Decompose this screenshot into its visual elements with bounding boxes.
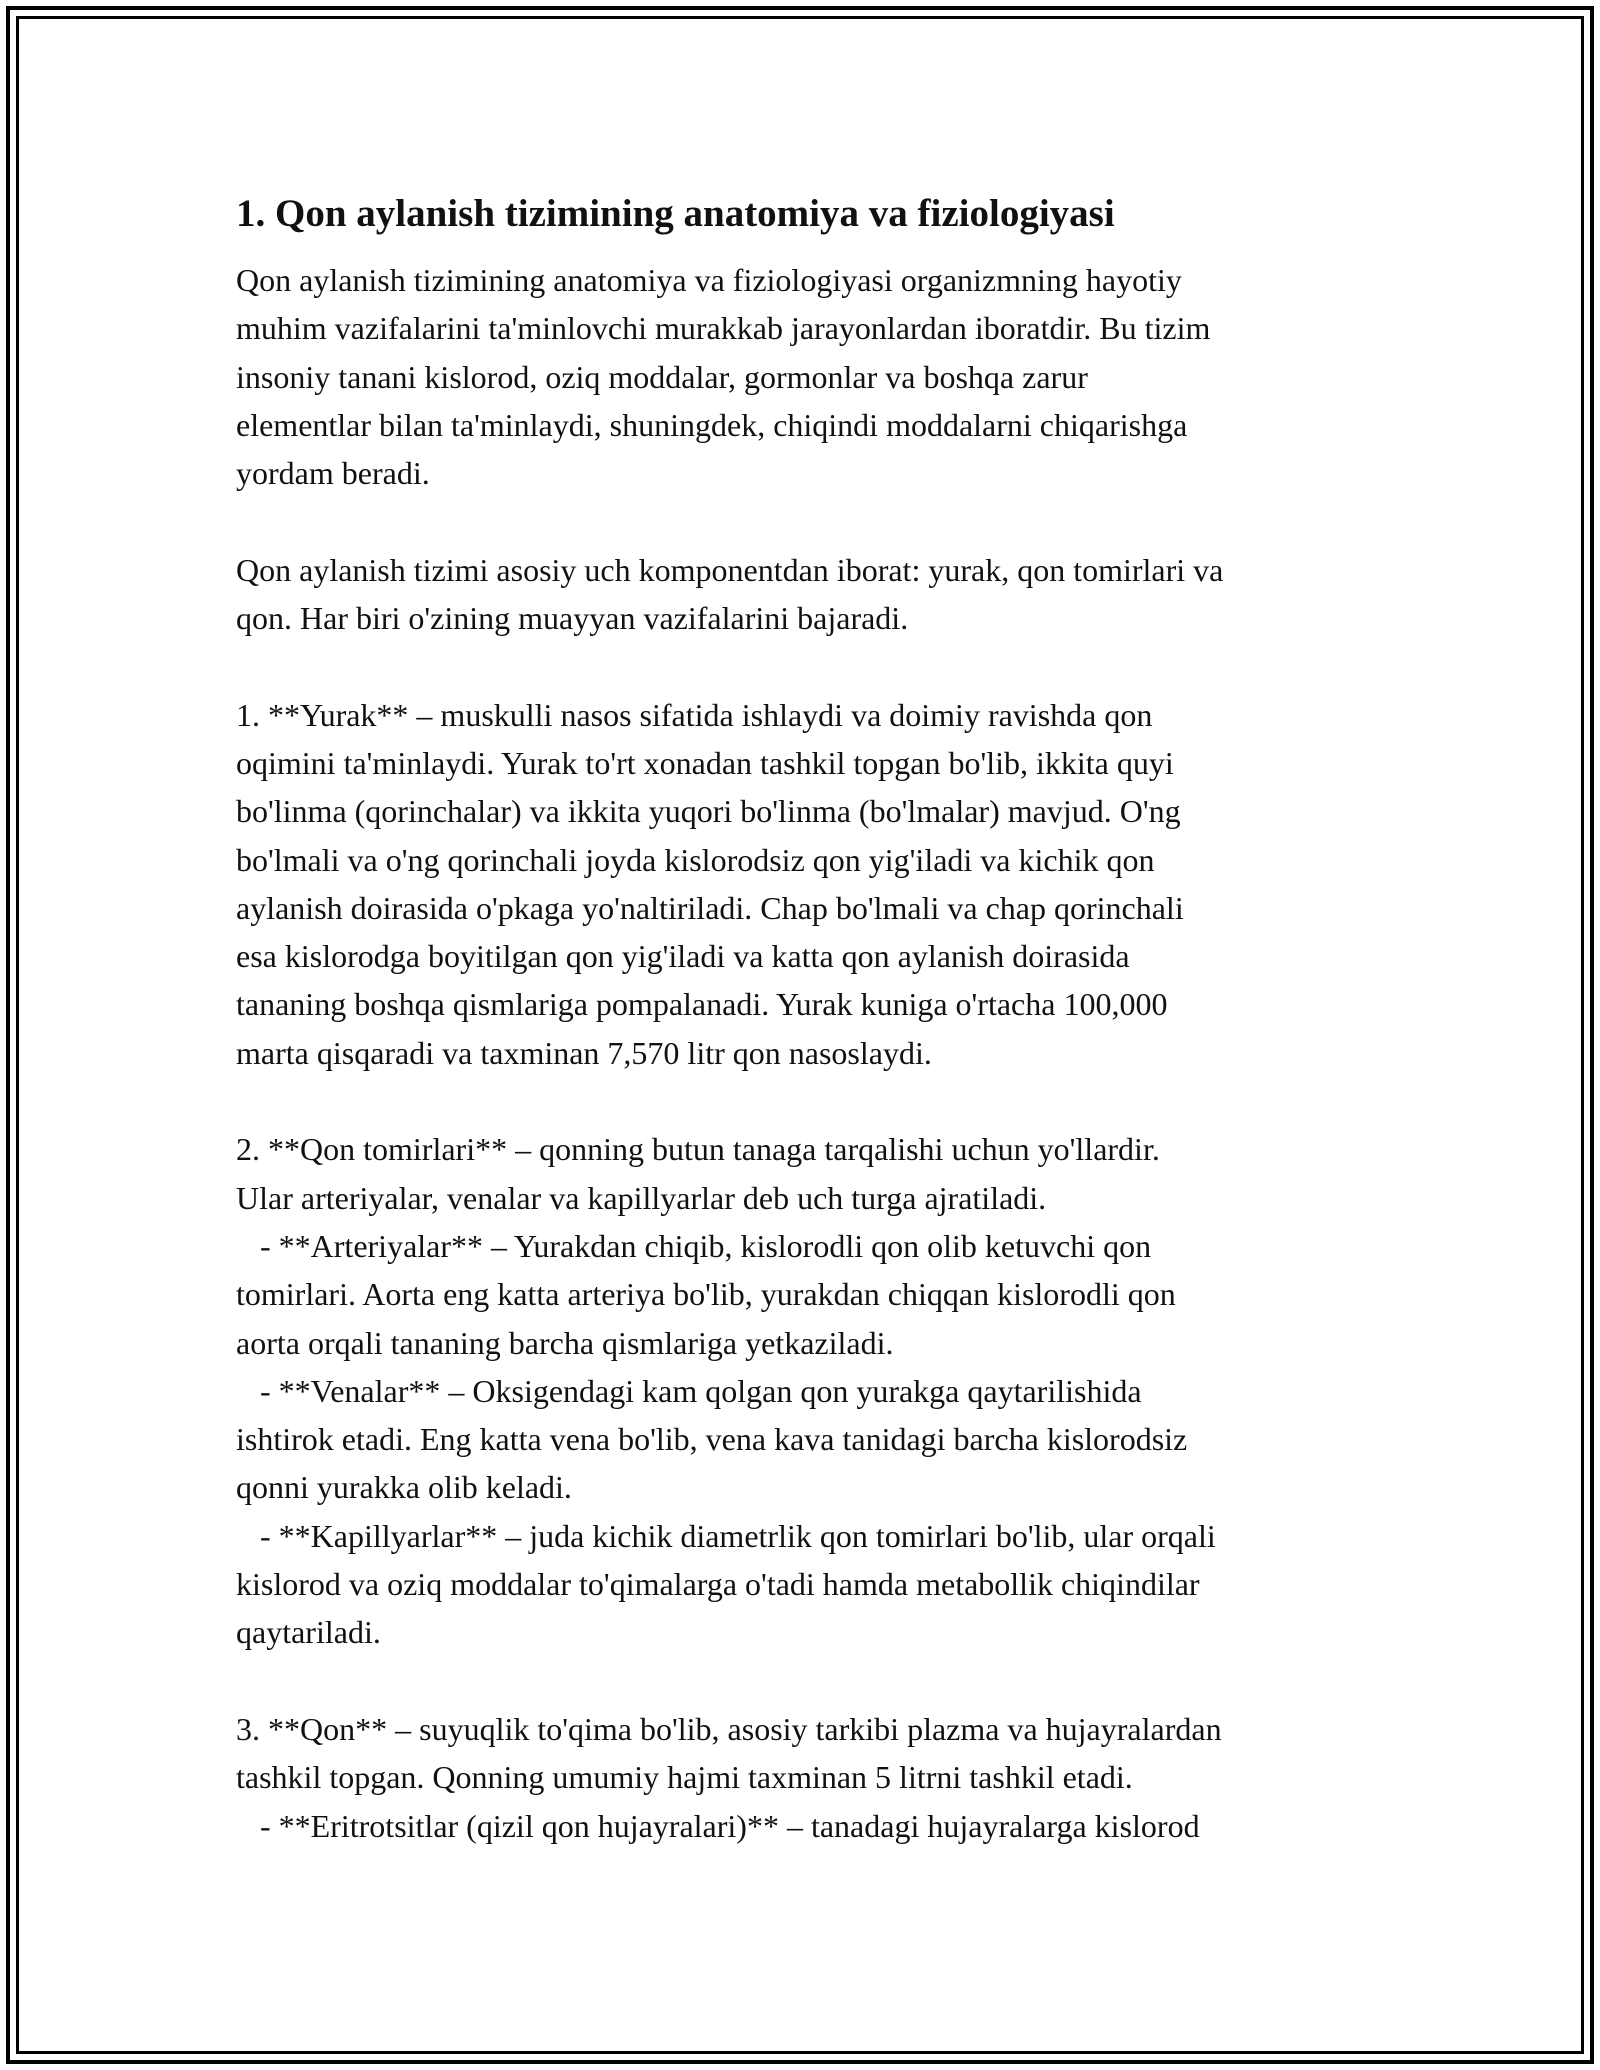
text-line: yordam beradi. (236, 455, 430, 492)
document-title: 1. Qon aylanish tizimining anatomiya va fiziologiyasi (236, 192, 1115, 235)
text-line: - **Kapillyarlar** – juda kichik diametrlik qon tomirlari bo'lib, ular orqali (236, 1517, 1216, 1554)
text-line: tashkil topgan. Qonning umumiy hajmi taxminan 5 litrni tashkil etadi. (236, 1759, 1133, 1796)
text-line: bo'lmali va o'ng qorinchali joyda kislorodsiz qon yig'iladi va kichik qon (236, 841, 1155, 878)
text-line: qonni yurakka olib keladi. (236, 1469, 572, 1506)
blank-line (236, 1077, 1386, 1125)
text-line: bo'linma (qorinchalar) va ikkita yuqori bo'linma (bo'lmalar) mavjud. O'ng (236, 793, 1181, 830)
text-line: tananing boshqa qismlariga pompalanadi. Yurak kuniga o'rtacha 100,000 (236, 986, 1168, 1023)
blank-line (236, 497, 1386, 545)
text-line: tomirlari. Aorta eng katta arteriya bo'lib, yurakdan chiqqan kislorodli qon (236, 1276, 1176, 1313)
text-line: 2. **Qon tomirlari** – qonning butun tanaga tarqalishi uchun yo'llardir. (236, 1131, 1160, 1168)
text-line: aorta orqali tananing barcha qismlariga yetkaziladi. (236, 1324, 894, 1361)
text-line: Ular arteriyalar, venalar va kapillyarlar deb uch turga ajratiladi. (236, 1179, 1047, 1216)
text-line: marta qisqaradi va taxminan 7,570 litr qon nasoslaydi. (236, 1034, 932, 1071)
text-line: - **Arteriyalar** – Yurakdan chiqib, kislorodli qon olib ketuvchi qon (236, 1227, 1152, 1264)
text-line: ishtirok etadi. Eng katta vena bo'lib, vena kava tanidagi barcha kislorodsiz (236, 1421, 1188, 1458)
text-line: elementlar bilan ta'minlaydi, shuningdek, chiqindi moddalarni chiqarishga (236, 406, 1188, 443)
document-text (236, 256, 1386, 1850)
text-line: Qon aylanish tizimining anatomiya va fiziologiyasi organizmning hayotiy (236, 262, 1182, 298)
text-line: aylanish doirasida o'pkaga yo'naltiriladi. Chap bo'lmali va chap qorinchali (236, 889, 1184, 926)
blank-line (236, 642, 1386, 690)
text-line: kislorod va oziq moddalar to'qimalarga o'tadi hamda metabollik chiqindilar (236, 1566, 1200, 1603)
document-body (236, 188, 1386, 1850)
text-line: qon. Har biri o'zining muayyan vazifalarini bajaradi. (236, 600, 909, 637)
text-line: esa kislorodga boyitilgan qon yig'iladi va katta qon aylanish doirasida (236, 938, 1130, 975)
text-line: - **Eritrotsitlar (qizil qon hujayralari)** – tanadagi hujayralarga kislorod (236, 1807, 1200, 1844)
text-line: 1. **Yurak** – muskulli nasos sifatida ishlaydi va doimiy ravishda qon (236, 696, 1153, 733)
text-line: Qon aylanish tizimi asosiy uch komponentdan iborat: yurak, qon tomirlari va (236, 551, 1224, 588)
text-line: muhim vazifalarini ta'minlovchi murakkab jarayonlardan iboratdir. Bu tizim (236, 310, 1211, 347)
text-line: oqimini ta'minlaydi. Yurak to'rt xonadan tashkil topgan bo'lib, ikkita quyi (236, 744, 1174, 781)
text-line: insoniy tanani kislorod, oziq moddalar, gormonlar va boshqa zarur (236, 358, 1088, 395)
text-line: - **Venalar** – Oksigendagi kam qolgan qon yurakga qaytarilishida (236, 1372, 1142, 1409)
text-line: 3. **Qon** – suyuqlik to'qima bo'lib, asosiy tarkibi plazma va hujayralardan (236, 1710, 1222, 1747)
blank-line (236, 1657, 1386, 1705)
text-line: qaytariladi. (236, 1614, 381, 1651)
